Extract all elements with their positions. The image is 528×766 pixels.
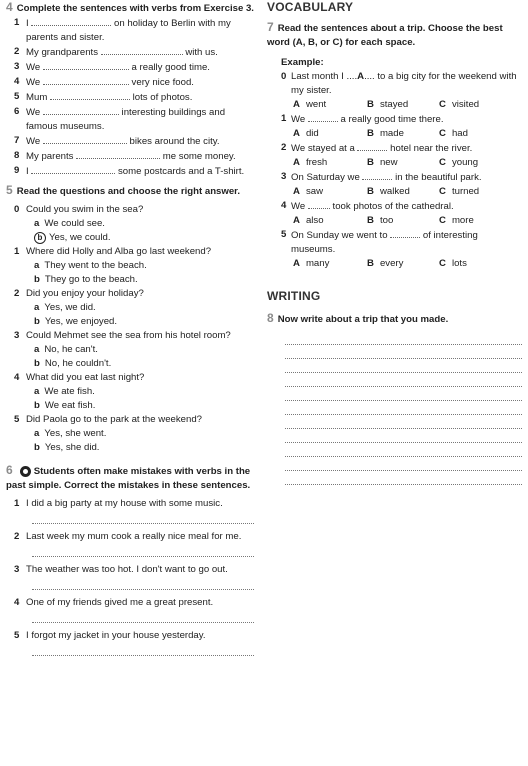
- incorrect-sentence: [6, 530, 258, 544]
- option-b[interactable]: [367, 156, 439, 170]
- exercise-number: 7: [267, 20, 274, 34]
- question: [6, 287, 258, 301]
- option-text: No, he can't.: [44, 344, 98, 355]
- gap-fill-sentence: [6, 45, 258, 60]
- option-word: new: [379, 157, 398, 168]
- item-number: 7: [14, 135, 20, 146]
- item-number: 2: [281, 142, 287, 153]
- option-a[interactable]: [293, 98, 367, 112]
- gap-fill-sentence: [6, 75, 258, 90]
- sentence-text: Last week my mum cook a really nice meal for me.: [26, 531, 242, 542]
- item-number: 5: [14, 414, 20, 425]
- sentence-end: of interesting museums.: [291, 230, 478, 255]
- writing-line[interactable]: [285, 443, 522, 457]
- answer-option-a[interactable]: [6, 217, 258, 231]
- correction-line[interactable]: [32, 643, 254, 656]
- option-a[interactable]: [293, 185, 367, 199]
- answer-blank[interactable]: [362, 170, 392, 180]
- writing-line[interactable]: [285, 345, 522, 359]
- exercise-5-items: [6, 203, 258, 455]
- answer-option-b[interactable]: [6, 273, 258, 287]
- sentence-end: a really good time there.: [337, 114, 444, 125]
- option-b[interactable]: [367, 257, 439, 271]
- item-number: 0: [14, 204, 20, 215]
- item-number: 4: [281, 200, 287, 211]
- option-word: too: [379, 215, 394, 226]
- example-sentence: 0 Last month I ....A.... to a big city for the weekend with my sister.: [281, 71, 517, 96]
- option-letter: A: [293, 157, 300, 168]
- option-letter: a: [34, 302, 40, 313]
- vocab-options: [267, 257, 522, 271]
- item-number: 6: [14, 106, 20, 117]
- exercise-instruction: Read the questions and choose the right answer.: [16, 186, 241, 197]
- gap-fill-sentence: [6, 60, 258, 75]
- sentence-start: We stayed at a: [291, 143, 358, 154]
- option-letter: C: [439, 157, 446, 168]
- incorrect-sentence: [6, 497, 258, 511]
- option-c[interactable]: [439, 98, 479, 112]
- answer-blank[interactable]: [50, 90, 130, 100]
- writing-line[interactable]: [285, 387, 522, 401]
- option-letter: C: [439, 186, 446, 197]
- writing-line[interactable]: [285, 415, 522, 429]
- exercise-number: 4: [6, 0, 13, 14]
- question: [6, 245, 258, 259]
- option-text: Yes, we did.: [44, 302, 96, 313]
- sentence-text: I forgot my jacket in your house yesterday.: [26, 630, 206, 641]
- vocab-sentence: [267, 141, 522, 156]
- answer-blank[interactable]: [31, 164, 115, 174]
- eye-icon: [20, 466, 31, 477]
- correction-line[interactable]: [32, 511, 254, 524]
- example-label: Example:: [281, 57, 324, 68]
- exercise-4: [6, 0, 258, 179]
- option-word: went: [305, 99, 327, 110]
- writing-line[interactable]: [285, 429, 522, 443]
- option-letter: C: [439, 258, 446, 269]
- option-letter: b: [34, 316, 40, 327]
- left-column: [6, 0, 258, 662]
- option-letter: A: [293, 258, 300, 269]
- exercise-5: [6, 183, 258, 455]
- answer-blank[interactable]: [308, 112, 338, 122]
- exercise-instruction: Complete the sentences with verbs from Exercise 3.: [16, 3, 254, 14]
- vocab-sentence: [267, 170, 522, 185]
- option-word: visited: [451, 99, 480, 110]
- answer-blank[interactable]: [31, 16, 111, 26]
- option-letter: C: [439, 99, 446, 110]
- gap-fill-sentence: [6, 149, 258, 164]
- example-options: [267, 98, 522, 112]
- gap-fill-sentence: [6, 16, 258, 45]
- option-text: Yes, we could.: [49, 232, 111, 243]
- sentence-start: I: [26, 18, 32, 29]
- option-a[interactable]: [293, 214, 367, 228]
- option-letter: b: [34, 442, 40, 453]
- option-text: They went to the beach.: [44, 260, 147, 271]
- option-text: Yes, she went.: [44, 428, 107, 439]
- writing-line[interactable]: [285, 331, 522, 345]
- option-c[interactable]: [439, 214, 474, 228]
- option-a[interactable]: [293, 127, 367, 141]
- answer-blank[interactable]: [390, 228, 420, 238]
- option-text: Yes, she did.: [44, 442, 100, 453]
- vocab-options: [267, 156, 522, 170]
- exercise-7-items: [267, 112, 522, 271]
- sentence-text: I did a big party at my house with some music.: [26, 498, 223, 509]
- writing-line[interactable]: [285, 471, 522, 485]
- answer-option-b[interactable]: [6, 231, 258, 245]
- sentence-text: One of my friends gived me a great present.: [26, 597, 214, 608]
- answer-option-a[interactable]: [6, 385, 258, 399]
- item-number: 8: [14, 150, 20, 161]
- right-column: [267, 0, 522, 485]
- option-b[interactable]: [367, 98, 439, 112]
- correction-line[interactable]: [32, 610, 254, 623]
- option-word: more: [451, 215, 474, 226]
- item-number: 4: [14, 597, 20, 608]
- vocab-sentence: [267, 199, 522, 214]
- question-text: Did Paola go to the park at the weekend?: [26, 414, 203, 425]
- option-letter: A: [293, 128, 300, 139]
- item-number: 1: [281, 113, 287, 124]
- exercise-6: [6, 463, 258, 656]
- option-c[interactable]: [439, 185, 479, 199]
- vocab-options: [267, 127, 522, 141]
- option-text: Yes, we enjoyed.: [44, 316, 118, 327]
- option-letter: b: [34, 400, 40, 411]
- exercise-instruction: Read the sentences about a trip. Choose the best word (A, B, or C) for each space.: [267, 23, 503, 48]
- sentence-end: hotel near the river.: [387, 143, 473, 154]
- option-word: walked: [379, 186, 410, 197]
- sentence-start: Mum: [26, 92, 50, 103]
- option-b[interactable]: [367, 127, 439, 141]
- option-word: did: [305, 128, 319, 139]
- item-number: 3: [14, 564, 20, 575]
- writing-line[interactable]: [285, 373, 522, 387]
- sentence-end: took photos of the cathedral.: [329, 201, 454, 212]
- incorrect-sentence: [6, 596, 258, 610]
- question-text: Could you swim in the sea?: [26, 204, 144, 215]
- option-letter: a: [34, 218, 40, 229]
- writing-heading: WRITING: [267, 289, 321, 303]
- sentence-end: bikes around the city.: [126, 136, 220, 147]
- option-letter: a: [34, 428, 40, 439]
- sentence-end: some postcards and a T-shirt.: [115, 166, 245, 177]
- item-number: 4: [14, 372, 20, 383]
- item-number: 9: [14, 165, 20, 176]
- option-letter: B: [367, 99, 374, 110]
- answer-blank[interactable]: [308, 199, 330, 209]
- gap-fill-sentence: [6, 90, 258, 105]
- sentence-start: On Sunday we went to: [291, 230, 391, 241]
- option-letter: C: [439, 128, 446, 139]
- answer-blank[interactable]: [43, 134, 127, 144]
- sentence-end: on holiday to Berlin with my parents and sister.: [26, 18, 231, 43]
- option-text: We could see.: [44, 218, 105, 229]
- option-c[interactable]: [439, 156, 478, 170]
- sentence-start: My parents: [26, 151, 77, 162]
- sentence-end: me some money.: [160, 151, 236, 162]
- vocab-sentence: [267, 112, 522, 127]
- answer-option-b[interactable]: [6, 357, 258, 371]
- answer-blank[interactable]: [43, 60, 129, 70]
- correction-line[interactable]: [32, 577, 254, 590]
- option-letter: B: [367, 215, 374, 226]
- option-text: We ate fish.: [44, 386, 95, 397]
- question-text: Did you enjoy your holiday?: [26, 288, 144, 299]
- sentence-start: On Saturday we: [291, 172, 363, 183]
- option-word: stayed: [379, 99, 409, 110]
- option-c[interactable]: [439, 257, 467, 271]
- writing-line[interactable]: [285, 457, 522, 471]
- item-number: 3: [14, 330, 20, 341]
- example-answer: A: [357, 71, 365, 82]
- item-number: 4: [14, 76, 20, 87]
- question: [6, 329, 258, 343]
- item-number: 5: [281, 229, 287, 240]
- option-letter: b: [34, 358, 40, 369]
- option-text: We eat fish.: [44, 400, 96, 411]
- option-word: had: [451, 128, 468, 139]
- writing-lines: [267, 331, 522, 485]
- question: [6, 371, 258, 385]
- option-word: also: [305, 215, 324, 226]
- sentence-text: The weather was too hot. I don't want to go out.: [26, 564, 228, 575]
- option-word: saw: [305, 186, 323, 197]
- option-text: No, he couldn't.: [44, 358, 112, 369]
- option-letter: B: [367, 157, 374, 168]
- incorrect-sentence: [6, 563, 258, 577]
- question-text: What did you eat last night?: [26, 372, 145, 383]
- option-word: many: [305, 258, 330, 269]
- option-letter: a: [34, 260, 40, 271]
- item-number: 1: [14, 246, 20, 257]
- option-word: every: [379, 258, 404, 269]
- writing-line[interactable]: [285, 359, 522, 373]
- option-letter: A: [293, 186, 300, 197]
- incorrect-sentence: [6, 629, 258, 643]
- option-a[interactable]: [293, 257, 367, 271]
- item-number: 3: [281, 171, 287, 182]
- answer-option-a[interactable]: [6, 301, 258, 315]
- item-number: 2: [14, 46, 20, 57]
- item-number: 1: [14, 498, 20, 509]
- answer-blank[interactable]: [357, 141, 387, 151]
- sentence-start: I: [26, 166, 32, 177]
- sentence-end: with us.: [182, 47, 218, 58]
- vocab-options: [267, 214, 522, 228]
- sentence-start: My grandparents: [26, 47, 101, 58]
- answer-blank[interactable]: [43, 75, 129, 85]
- exercise-instruction: Now write about a trip that you made.: [277, 314, 449, 325]
- vocab-options: [267, 185, 522, 199]
- option-word: lots: [451, 258, 467, 269]
- question-text: Could Mehmet see the sea from his hotel room?: [26, 330, 231, 341]
- option-word: made: [379, 128, 404, 139]
- vocabulary-heading: VOCABULARY: [267, 0, 354, 14]
- exercise-instruction: Students often make mistakes with verbs in the past simple. Correct the mistakes in these sentences.: [6, 466, 251, 491]
- answer-blank[interactable]: [76, 149, 160, 159]
- sentence-end: in the beautiful park.: [392, 172, 482, 183]
- exercise-number: 8: [267, 311, 274, 325]
- exercise-number: 5: [6, 183, 13, 197]
- vocab-sentence: [267, 228, 522, 257]
- sentence-start: We: [291, 201, 308, 212]
- answer-option-a[interactable]: [6, 259, 258, 273]
- sentence-start: We: [26, 136, 43, 147]
- item-number: 5: [14, 91, 20, 102]
- item-number: 3: [14, 61, 20, 72]
- answer-blank[interactable]: [101, 45, 183, 55]
- sentence-end: a really good time.: [128, 62, 210, 73]
- option-letter: A: [293, 99, 300, 110]
- question: [6, 203, 258, 217]
- exercise-4-items: [6, 16, 258, 179]
- sentence-start: We: [26, 62, 43, 73]
- sentence-start: We: [26, 107, 43, 118]
- option-a[interactable]: [293, 156, 367, 170]
- option-b[interactable]: [367, 214, 439, 228]
- answer-option-b[interactable]: [6, 315, 258, 329]
- option-letter: B: [367, 258, 374, 269]
- gap-fill-sentence: [6, 105, 258, 134]
- question: [6, 413, 258, 427]
- correction-line[interactable]: [32, 544, 254, 557]
- option-c[interactable]: [439, 127, 468, 141]
- option-letter: A: [293, 215, 300, 226]
- option-text: They go to the beach.: [44, 274, 138, 285]
- option-b[interactable]: [367, 185, 439, 199]
- option-word: fresh: [305, 157, 328, 168]
- exercise-number: 6: [6, 463, 13, 477]
- option-letter: C: [439, 215, 446, 226]
- option-word: young: [451, 157, 479, 168]
- exercise-6-items: [6, 497, 258, 656]
- gap-fill-sentence: [6, 164, 258, 179]
- item-number: 2: [14, 288, 20, 299]
- sentence-end: lots of photos.: [129, 92, 193, 103]
- answer-option-b[interactable]: [6, 441, 258, 455]
- option-word: turned: [451, 186, 480, 197]
- writing-line[interactable]: [285, 401, 522, 415]
- answer-option-a[interactable]: [6, 343, 258, 357]
- option-letter: a: [34, 344, 40, 355]
- question-text: Where did Holly and Alba go last weekend?: [26, 246, 212, 257]
- item-number: 5: [14, 630, 20, 641]
- answer-option-a[interactable]: [6, 427, 258, 441]
- sentence-start: We: [26, 77, 43, 88]
- sentence-end: interesting buildings and famous museums.: [26, 107, 226, 132]
- answer-blank[interactable]: [43, 105, 119, 115]
- option-letter: a: [34, 386, 40, 397]
- sentence-end: very nice food.: [128, 77, 194, 88]
- answer-option-b[interactable]: [6, 399, 258, 413]
- item-number: 2: [14, 531, 20, 542]
- option-letter: B: [367, 186, 374, 197]
- option-letter: b: [34, 274, 40, 285]
- gap-fill-sentence: [6, 134, 258, 149]
- sentence-start: We: [291, 114, 308, 125]
- option-letter: B: [367, 128, 374, 139]
- item-number: 1: [14, 17, 20, 28]
- option-letter-circled: b: [34, 232, 46, 244]
